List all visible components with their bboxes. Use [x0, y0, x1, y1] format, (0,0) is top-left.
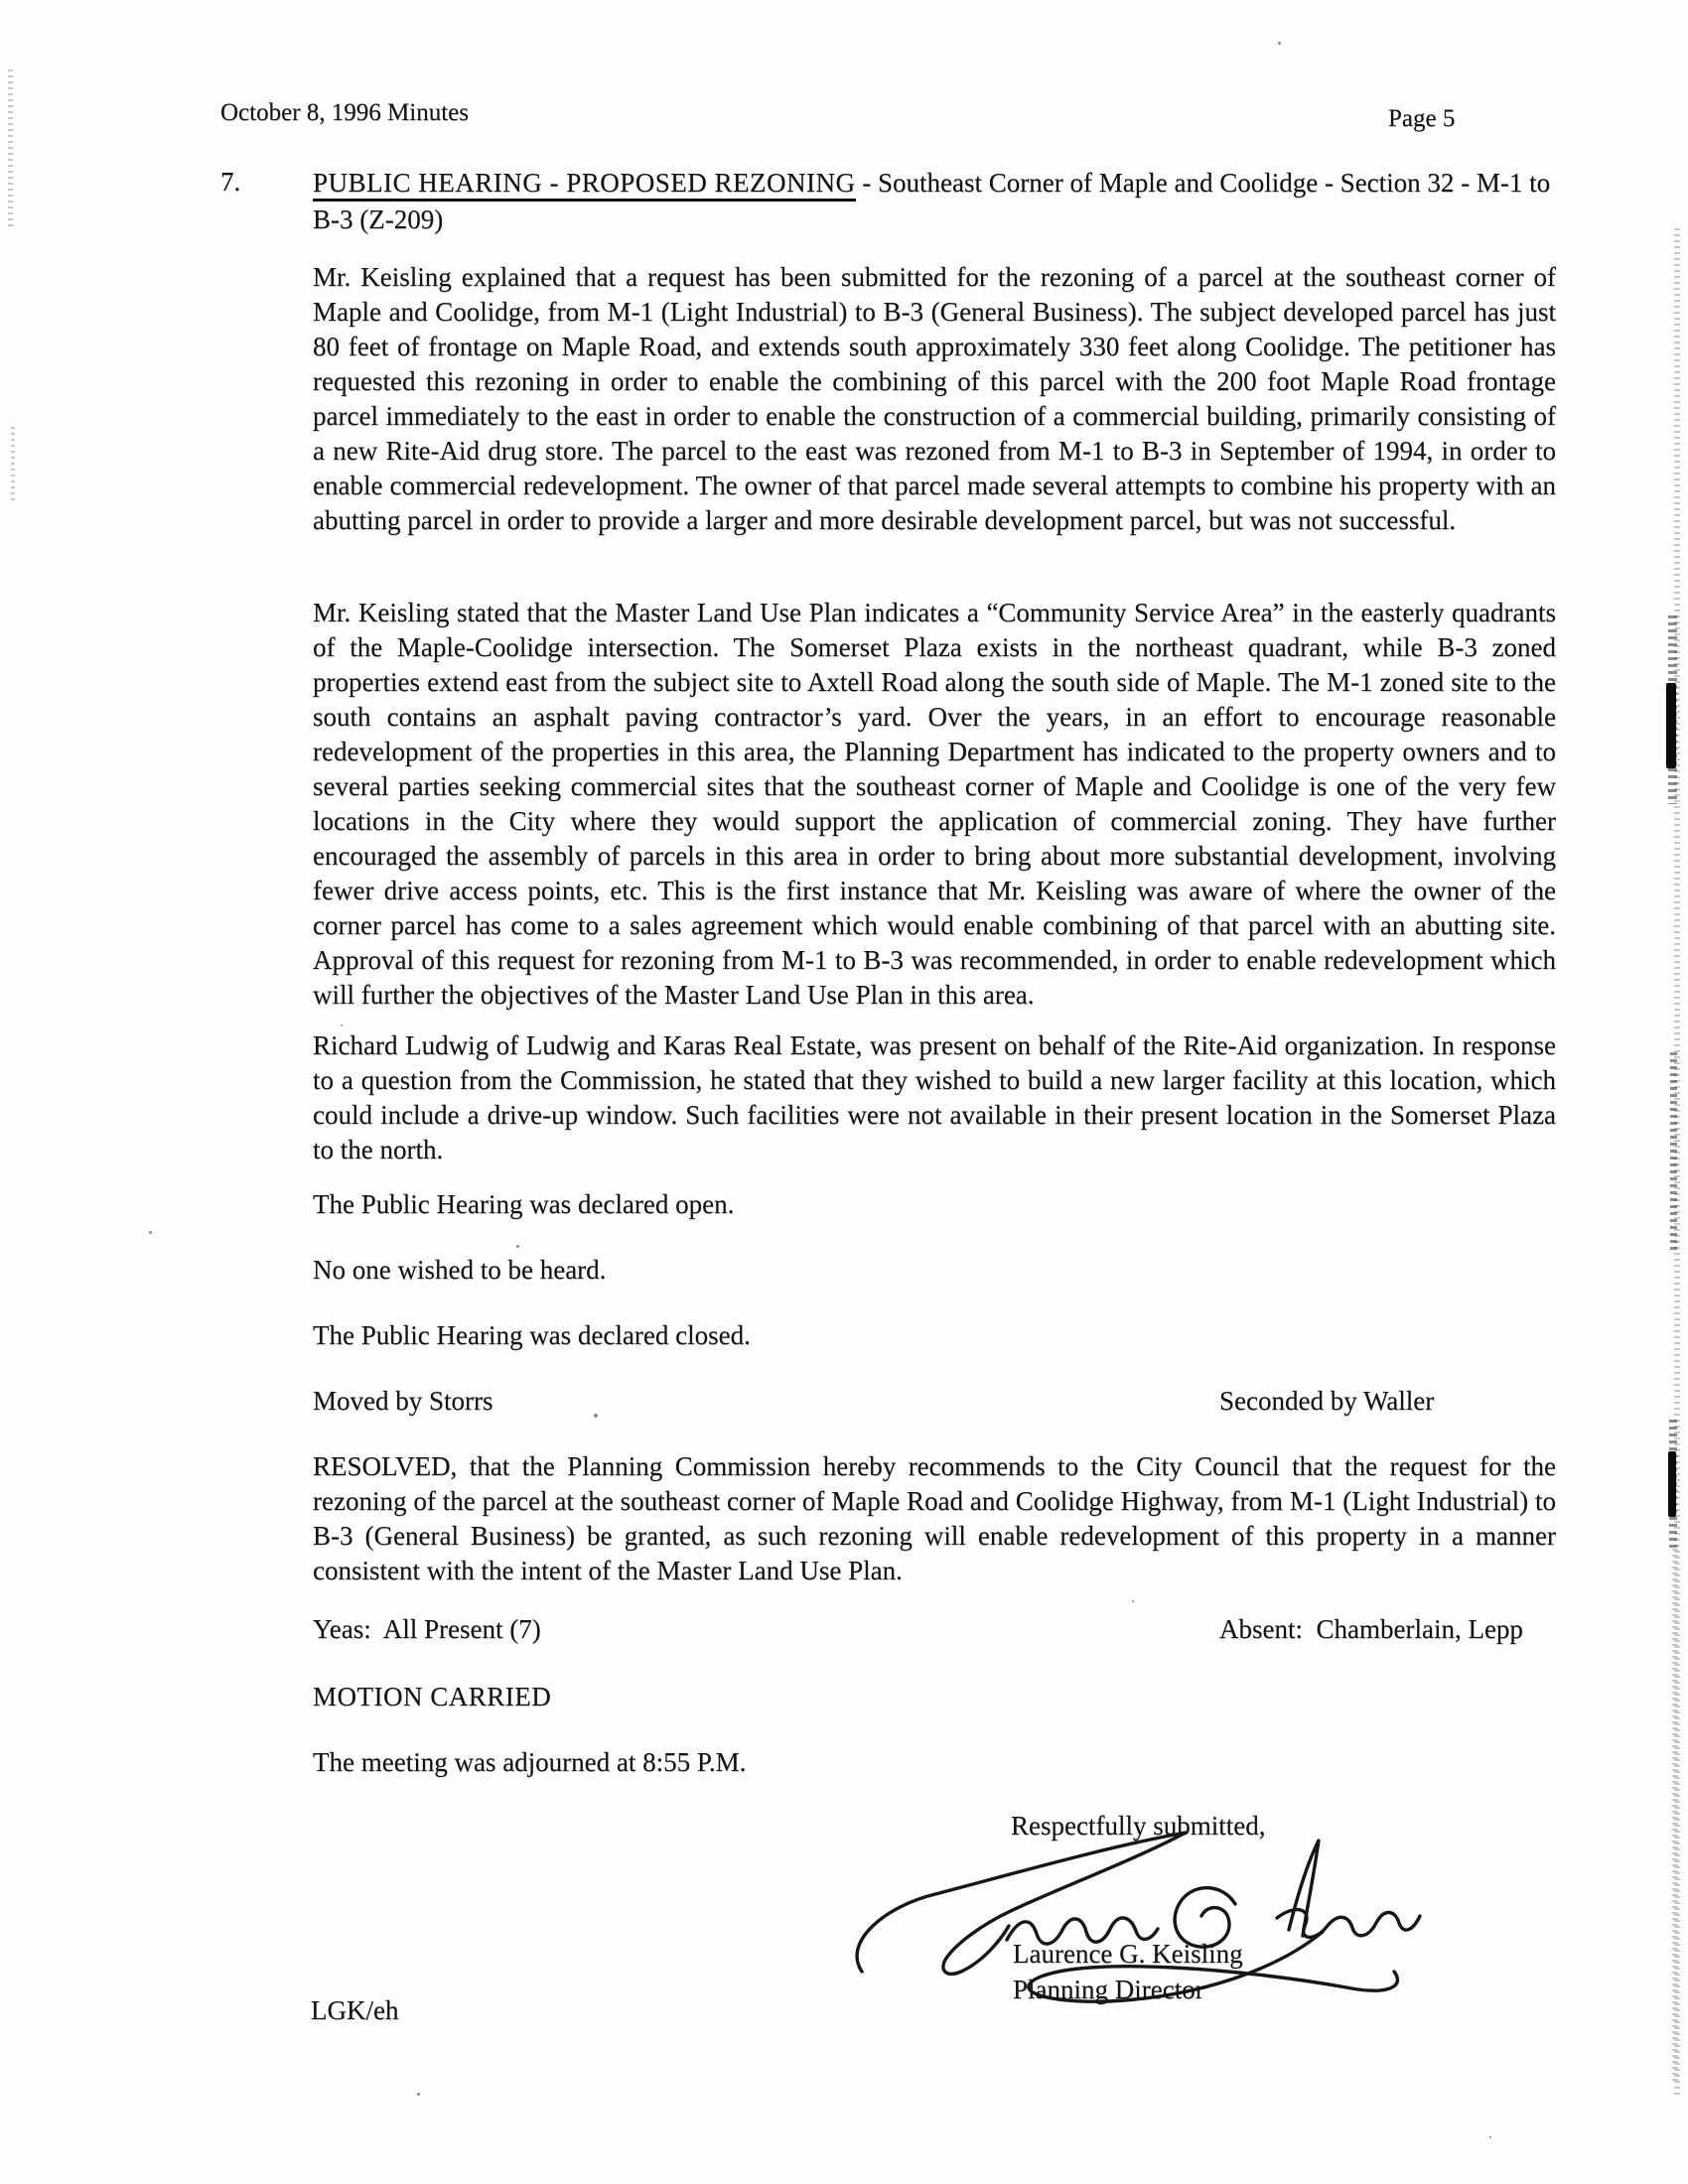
item-title-underlined: PUBLIC HEARING - PROPOSED REZONING — [313, 168, 856, 202]
moved-by-line: Moved by Storrs — [313, 1386, 493, 1416]
scan-speck — [1278, 42, 1281, 45]
resolution-paragraph: RESOLVED, that the Planning Commission hereby recommends to the City Council that the request for the rezoning of the parcel at the southeast corner of Maple Road and Coolidge Highway, from M-1 (Light Industrial) to B-3 (General Business) be granted, as such rezoning will enable redevelopment of this property in a manner consistent with the intent of the Master Land Use Plan. — [313, 1451, 1556, 1585]
paragraph-rezoning-request: Mr. Keisling explained that a request has been submitted for the rezoning of a parcel at the southeast corner of Maple and Coolidge, from M-1 (Light Industrial) to B-3 (General Business). The subject developed parcel has just 80 feet of frontage on Maple Road, and extends south approximately 330 feet along Coolidge. The petitioner has requested this rezoning in order to enable the combining of this parcel with the 200 foot Maple Road frontage parcel immediately to the east in order to enable the construction of a commercial building, primarily consisting of a new Rite-Aid drug store. The parcel to the east was rezoned from M-1 to B-3 in September of 1994, in order to enable commercial redevelopment. The owner of that parcel made several attempts to combine his property with an abutting parcel in order to provide a larger and more desirable development parcel, but was not successful. — [313, 262, 1556, 535]
signer-name: Laurence G. Keisling — [1013, 1939, 1243, 1969]
absent-line: Absent: Chamberlain, Lepp — [1219, 1614, 1523, 1644]
signer-title: Planning Director — [1013, 1975, 1204, 2004]
adjournment-line: The meeting was adjourned at 8:55 P.M. — [313, 1747, 747, 1777]
scan-artifact-right-column — [1674, 228, 1680, 2095]
typist-initials: LGK/eh — [311, 1995, 399, 2025]
paragraph-master-land-use: Mr. Keisling stated that the Master Land Use Plan indicates a “Community Service Area” in the easterly quadrants of the Maple-Coolidge intersection. The Somerset Plaza exists in the northeast quadrant, while B-3 zoned properties extend east from the subject site to Axtell Road along the south side of Maple. The M-1 zoned site to the south contains an asphalt paving contractor’s yard. Over the years, in an effort to encourage reasonable redevelopment of the properties in this area, the Planning Department has indicated to the property owners and to several parties seeking commercial sites that the southeast corner of Maple and Coolidge is one of the very few locations in the City where they would support the application of commercial zoning. They have further encouraged the assembly of parcels in this area in order to bring about more substantial development, involving fewer drive access points, etc. This is the first instance that Mr. Keisling was aware of where the owner of the corner parcel has come to a sales agreement which would enable combining of that parcel with an abutting site. Approval of this request for rezoning from M-1 to B-3 was recommended, in order to enable redevelopment which will further the objectives of the Master Land Use Plan in this area. — [313, 598, 1556, 1010]
hearing-opened-line: The Public Hearing was declared open. — [313, 1189, 735, 1219]
yeas-line: Yeas: All Present (7) — [313, 1614, 541, 1644]
scan-artifact-right-blob2 — [1668, 1451, 1676, 1517]
scan-artifact-right-dark3 — [1669, 1420, 1677, 1549]
scan-artifact-right-dark1 — [1668, 615, 1677, 804]
scan-artifact-left-mid — [11, 427, 15, 501]
closing-line: Respectfully submitted, — [1011, 1811, 1266, 1841]
page-number: Page 5 — [1388, 105, 1456, 132]
scan-speck — [594, 1414, 598, 1418]
document-date: October 8, 1996 Minutes — [220, 99, 469, 126]
item-title-rest: - Southeast Corner of Maple and Coolidge - Section 32 - M-1 to B-3 (Z-209) — [313, 168, 1551, 234]
item-title — [313, 165, 1566, 238]
scan-speck — [341, 1024, 343, 1026]
scan-speck — [1132, 1600, 1134, 1602]
scan-artifact-right-dark2 — [1670, 1052, 1677, 1251]
scan-speck — [417, 2093, 420, 2096]
seconded-by-line: Seconded by Waller — [1219, 1386, 1435, 1416]
scan-speck — [516, 1245, 519, 1248]
scan-speck — [149, 1231, 152, 1234]
scan-speck — [1489, 2136, 1491, 2138]
hearing-closed-line: The Public Hearing was declared closed. — [313, 1320, 751, 1350]
item-number: 7. — [220, 167, 241, 197]
scan-artifact-left-top — [8, 69, 13, 228]
scan-artifact-right-bottom — [1672, 1549, 1678, 2085]
paragraph-rite-aid-representative: Richard Ludwig of Ludwig and Karas Real Estate, was present on behalf of the Rite-Aid organization. In response to a question from the Commission, he stated that they wished to build a new larger facility at this location, which could include a drive-up window. Such facilities were not available in their present location in the Somerset Plaza to the north. — [313, 1030, 1556, 1164]
scan-artifact-right-blob1 — [1666, 683, 1676, 768]
motion-carried-line: MOTION CARRIED — [313, 1682, 552, 1711]
no-one-heard-line: No one wished to be heard. — [313, 1255, 607, 1285]
